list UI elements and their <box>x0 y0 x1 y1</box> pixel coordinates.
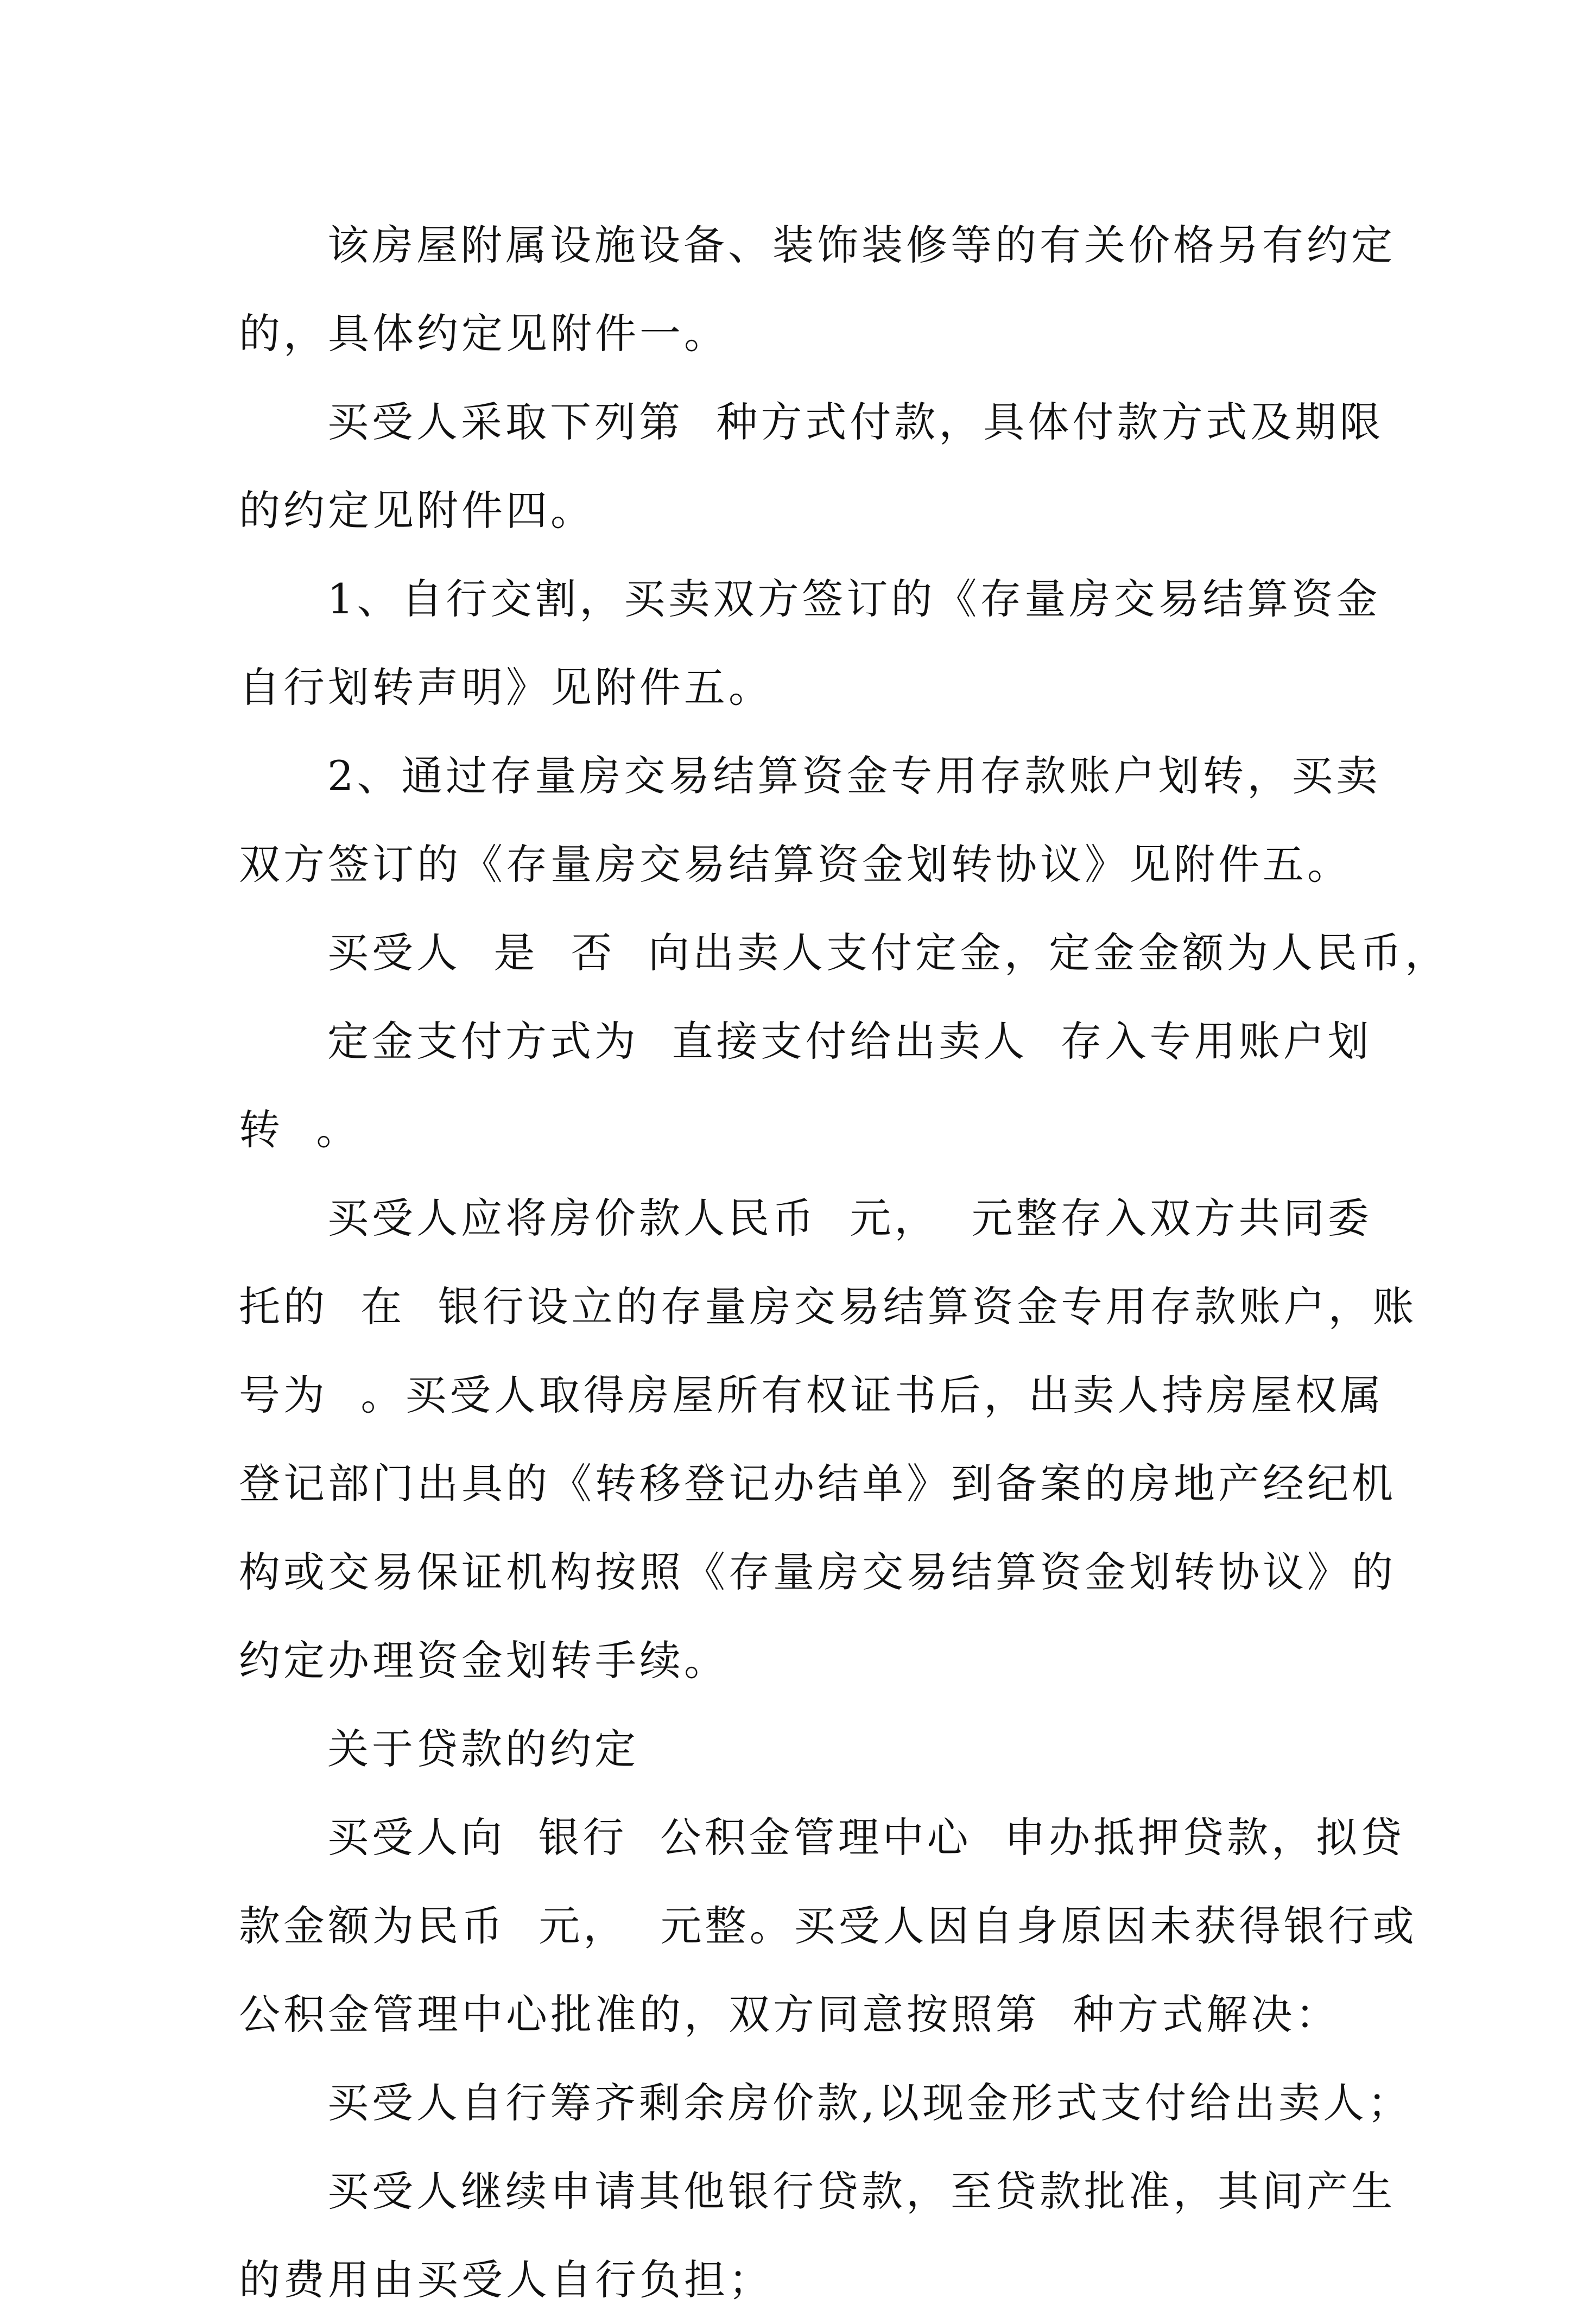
text-line: 自行划转声明》见附件五。 <box>239 663 773 712</box>
contract-body <box>239 201 1449 2324</box>
text-line: 买受人应将房价款人民币 元， 元整存入双方共同委 <box>327 1194 1372 1242</box>
text-line: 买受人继续申请其他银行贷款，至贷款批准，其间产生 <box>327 2167 1396 2215</box>
text-line: 该房屋附属设施设备、装饰装修等的有关价格另有约定 <box>327 221 1396 269</box>
text-line: 号为 。买受人取得房屋所有权证书后，出卖人持房屋权属 <box>239 1371 1385 1419</box>
text-line: 款金额为民币 元， 元整。买受人因自身原因未获得银行或 <box>239 1902 1417 1950</box>
text-line: 买受人向 银行 公积金管理中心 申办抵押贷款，拟贷 <box>327 1813 1405 1862</box>
text-line: 买受人 是 否 向出卖人支付定金，定金金额为人民币， <box>327 929 1449 977</box>
text-line: 托的 在 银行设立的存量房交易结算资金专用存款账户，账 <box>239 1282 1417 1331</box>
text-line: 买受人采取下列第 种方式付款，具体付款方式及期限 <box>327 398 1384 446</box>
text-line: 买受人自行筹齐剩余房价款,以现金形式支付给出卖人； <box>327 2079 1412 2127</box>
text-line: 1、自行交割，买卖双方签订的《存量房交易结算资金 <box>327 575 1381 623</box>
text-line: 登记部门出具的《转移登记办结单》到备案的房地产经纪机 <box>239 1459 1396 1508</box>
text-line: 公积金管理中心批准的，双方同意按照第 种方式解决： <box>239 1990 1340 2039</box>
text-line: 约定办理资金划转手续。 <box>239 1636 729 1685</box>
text-line: 的费用由买受人自行负担； <box>239 2256 773 2304</box>
text-line: 构或交易保证机构按照《存量房交易结算资金划转协议》的 <box>239 1548 1396 1596</box>
text-line: 转 。 <box>239 1106 361 1154</box>
text-line: 关于贷款的约定 <box>327 1725 639 1773</box>
text-line: 的约定见附件四。 <box>239 486 595 535</box>
text-line: 双方签订的《存量房交易结算资金划转协议》见附件五。 <box>239 840 1352 888</box>
text-line: 的，具体约定见附件一。 <box>239 309 729 358</box>
text-line: 2、通过存量房交易结算资金专用存款账户划转，买卖 <box>327 752 1381 800</box>
text-line: 定金支付方式为 直接支付给出卖人 存入专用账户划 <box>327 1017 1372 1065</box>
